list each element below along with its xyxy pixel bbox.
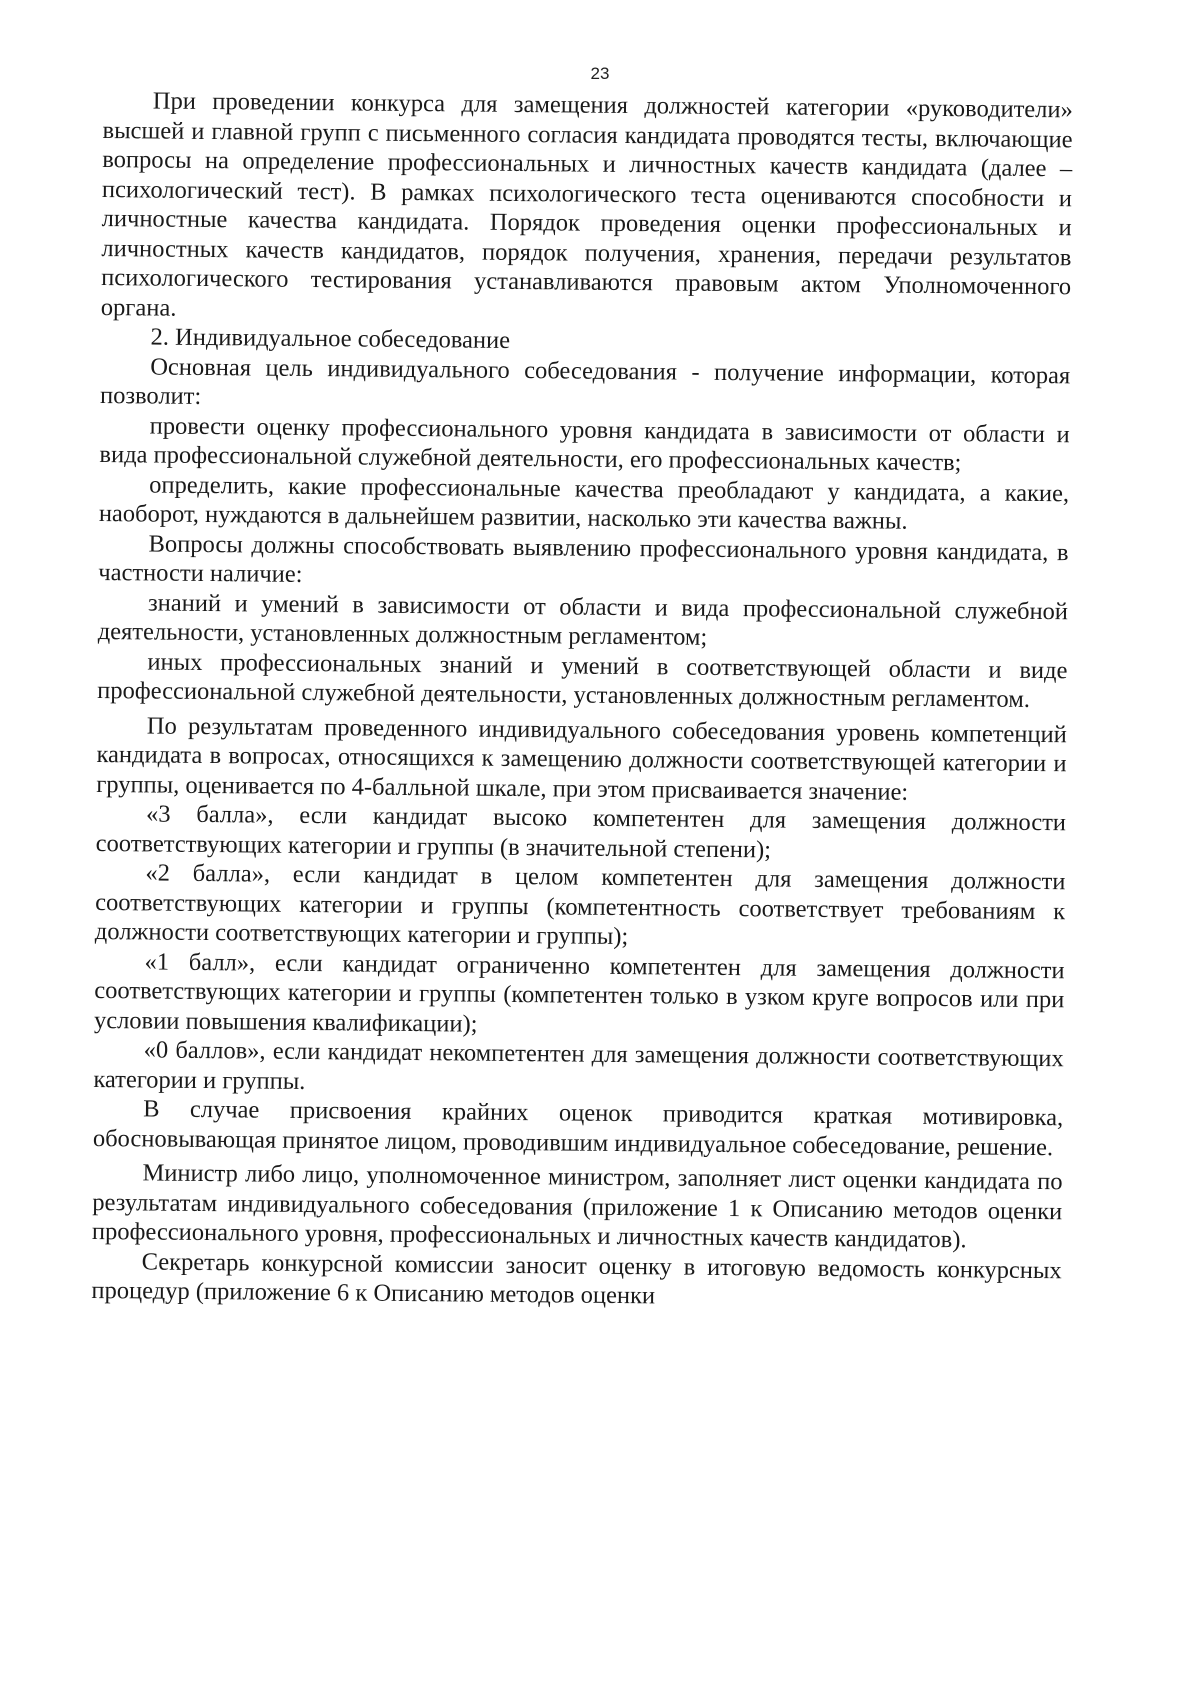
section-heading-interview: 2. Индивидуальное собеседование <box>150 323 511 354</box>
paragraph-minister-evaluation: Министр либо лицо, уполномоченное министром, заполняет лист оценки кандидата по результатам индивидуального собеседования (приложение 1 к Описанию методов оценки профессионального уровня, профессиональных и личностных качеств кандидатов). <box>91 1159 1063 1254</box>
paragraph-interview-goal: Основная цель индивидуального собеседования - получение информации, которая позволит: <box>99 352 1071 410</box>
list-item-determine-qualities: определить, какие профессиональные качества преобладают у кандидата, а какие, наоборот, нуждаются в дальнейшем развитии, насколько эти качества важны. <box>98 470 1070 535</box>
paragraph-scoring-scale: По результатам проведенного индивидуального собеседования уровень компетенций кандидата в вопросах, относящихся к замещению должности соответствующей категории и группы, оценивается по 4-балльной шкале, при этом присваивается значение: <box>96 711 1067 806</box>
paragraph-questions-purpose: Вопросы должны способствовать выявлению профессионального уровня кандидата, в частности наличие: <box>98 529 1069 588</box>
list-item-knowledge-skills: знаний и умений в зависимости от области и вида профессиональной служебной деятельности, установленных должностным регламентом; <box>97 588 1069 651</box>
list-item-other-knowledge: иных профессиональных знаний и умений в соответствующей области и виде профессиональной служебной деятельности, установленных должностным регламентом. <box>97 647 1068 713</box>
list-item-score-3: «3 балла», если кандидат высоко компетентен для замещения должности соответствующих категории и группы (в значительной степени); <box>95 800 1067 863</box>
paragraph-secretary-record: Секретарь конкурсной комиссии заносит оценку в итоговую ведомость конкурсных процедур (приложение 6 к Описанию методов оценки <box>91 1247 1062 1310</box>
document-body <box>91 86 1073 1315</box>
list-item-assess-level: провести оценку профессионального уровня кандидата в зависимости от области и вида профессиональной служебной деятельности, его профессиональных качеств; <box>99 411 1070 477</box>
list-item-score-2: «2 балла», если кандидат в целом компетентен для замещения должности соответствующих категории и группы (компетентность соответствует требованиям к должности соответствующих категории и группы); <box>94 859 1066 951</box>
list-item-score-0: «0 баллов», если кандидат некомпетентен для замещения должности соответствующих категории и группы. <box>93 1036 1064 1095</box>
page-number: 23 <box>590 64 610 83</box>
paragraph-psychological-test: При проведении конкурса для замещения должностей категории «руководители» высшей и главной групп с письменного согласия кандидата проводятся тесты, включающие вопросы на определение профессиональных и личностных качеств кандидата (далее – психологический тест). В рамках психологического теста оцениваются способности и личностные качества кандидата. Порядок проведения оценки профессиональных и личностных качеств кандидатов, порядок получения, хранения, передачи результатов психологического тестирования устанавливаются правовым актом Уполномоченного органа. <box>100 87 1073 322</box>
paragraph-extreme-scores: В случае присвоения крайних оценок приводится краткая мотивировка, обосновывающая принятое лицом, проводившим индивидуальное собеседование, решение. <box>92 1095 1064 1161</box>
list-item-score-1: «1 балл», если кандидат ограниченно компетентен для замещения должности соответствующих категории и группы (компетентен только в узком круге вопросов или при условии повышения квалификации); <box>93 947 1065 1038</box>
